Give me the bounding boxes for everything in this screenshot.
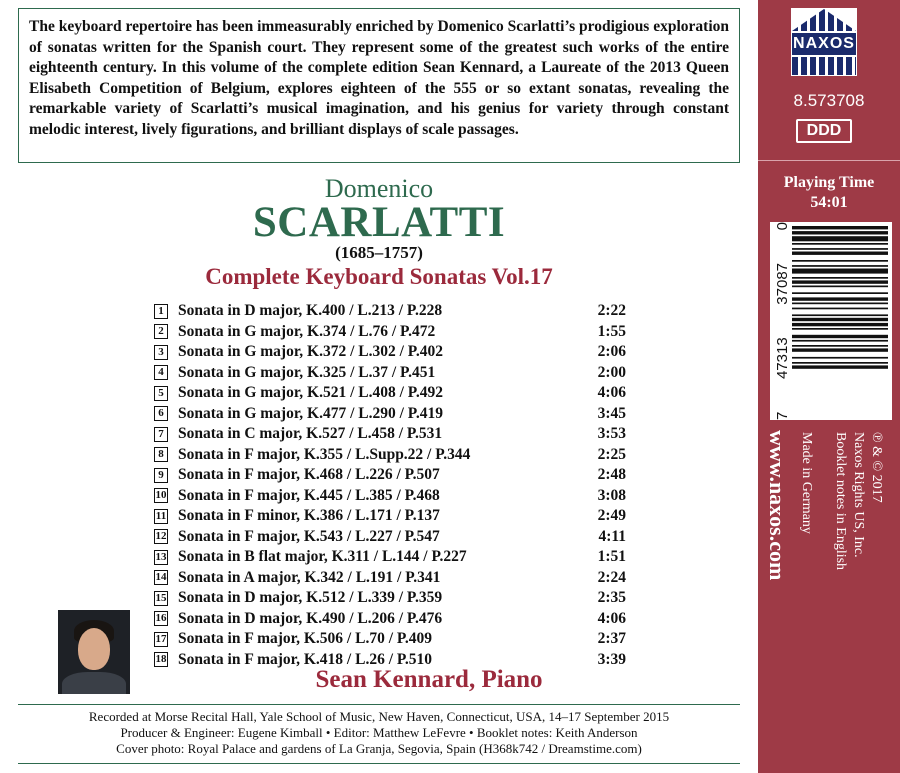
naxos-logo [791, 8, 857, 76]
track-number: 17 [155, 632, 167, 645]
track-time: 1:55 [597, 322, 626, 340]
track-title: Sonata in G major, K.477 / L.290 / P.419 [178, 404, 443, 422]
barcode-bar [792, 303, 888, 305]
barcode-bar [792, 335, 888, 338]
barcode-digit-group: 37087 [773, 262, 791, 305]
barcode-bar [792, 236, 888, 241]
track-number: 9 [154, 468, 168, 483]
barcode-bar [792, 365, 888, 368]
track-title: Sonata in D major, K.490 / L.206 / P.476 [178, 609, 443, 627]
track-time: 4:06 [597, 384, 626, 402]
track-row [154, 629, 634, 650]
track-row [154, 609, 634, 630]
composer-first-name: Domenico [324, 174, 434, 203]
photo-shirt [62, 672, 126, 694]
track-time: 3:08 [597, 486, 626, 504]
track-row [154, 404, 634, 425]
track-title: Sonata in C major, K.527 / L.458 / P.531 [178, 425, 443, 443]
copyright-line: ℗ & © 2017 [869, 432, 884, 503]
barcode-bar [792, 323, 888, 326]
barcode-bar [792, 340, 888, 342]
track-title: Sonata in F minor, K.386 / L.171 / P.137 [178, 507, 440, 525]
track-title: Sonata in G major, K.374 / L.76 / P.472 [178, 322, 436, 340]
track-row [154, 527, 634, 548]
photo-face [78, 628, 110, 670]
track-number: 12 [155, 530, 167, 543]
track-title: Sonata in F major, K.418 / L.26 / P.510 [178, 650, 433, 668]
track-row [154, 486, 634, 507]
track-row [154, 547, 634, 568]
track-row [154, 465, 634, 486]
track-number: 3 [154, 345, 168, 360]
track-number: 18 [155, 653, 167, 666]
track-time: 2:00 [597, 363, 626, 381]
tracklist [154, 301, 634, 670]
credit-line: Cover photo: Royal Palace and gardens of La Granja, Segovia, Spain (H368k742 / Dreamstime.com) [116, 741, 642, 756]
composer-last-name: SCARLATTI [252, 199, 506, 246]
track-number: 5 [154, 386, 168, 401]
track-number: 2 [154, 324, 168, 339]
barcode-bar [792, 248, 888, 250]
barcode-bar [792, 362, 888, 364]
back-cover-main [18, 8, 740, 698]
track-time: 2:35 [597, 589, 626, 607]
barcode-bar [792, 357, 888, 359]
track-title: Sonata in D major, K.400 / L.213 / P.228 [178, 302, 443, 320]
spine [758, 0, 900, 773]
track-time: 3:45 [597, 404, 626, 422]
barcode-bar [792, 314, 888, 316]
track-title: Sonata in F major, K.468 / L.226 / P.507 [178, 466, 440, 484]
barcode-bar [792, 328, 888, 330]
performer-credit: Sean Kennard, Piano [315, 666, 543, 693]
barcode-bar [792, 260, 888, 262]
track-time: 2:25 [597, 445, 626, 463]
track-number: 7 [154, 427, 168, 442]
track-row [154, 342, 634, 363]
track-row [154, 568, 634, 589]
track-row [154, 506, 634, 527]
track-time: 2:24 [597, 568, 626, 586]
barcode-bar [792, 252, 888, 255]
track-time: 4:11 [598, 527, 626, 545]
track-title: Sonata in B flat major, K.311 / L.144 / P.227 [178, 548, 467, 566]
made-in-label: Made in Germany [799, 432, 814, 534]
track-time: 4:06 [597, 609, 626, 627]
logo-text: NAXOS [792, 33, 856, 55]
track-title: Sonata in G major, K.521 / L.408 / P.492 [178, 384, 443, 402]
track-title: Sonata in G major, K.372 / L.302 / P.402 [178, 343, 443, 361]
spine-divider [758, 160, 900, 161]
track-row [154, 588, 634, 609]
barcode-digit-group: 7 [773, 411, 791, 420]
barcode-bar [792, 280, 888, 283]
track-time: 2:49 [597, 507, 626, 525]
track-number: 10 [155, 489, 167, 502]
booklet-notes-language: Booklet notes in English [833, 432, 848, 571]
website-url[interactable]: www.naxos.com [765, 430, 790, 581]
barcode-digit-group: 47313 [773, 337, 791, 380]
barcode-bar [792, 243, 888, 245]
track-number: 8 [154, 447, 168, 462]
track-title: Sonata in F major, K.355 / L.Supp.22 / P.344 [178, 445, 471, 463]
track-time: 1:51 [597, 548, 626, 566]
credit-line: Producer & Engineer: Eugene Kimball • Editor: Matthew LeFevre • Booklet notes: Keith Anderson [120, 725, 638, 740]
track-number: 13 [155, 550, 167, 563]
track-time: 2:22 [597, 302, 626, 320]
recording-credits [18, 704, 740, 764]
track-title: Sonata in F major, K.506 / L.70 / P.409 [178, 630, 433, 648]
track-row [154, 445, 634, 466]
barcode-bar [792, 292, 888, 294]
barcode-bar [792, 297, 888, 300]
track-row [154, 301, 634, 322]
track-title: Sonata in G major, K.325 / L.37 / P.451 [178, 363, 436, 381]
barcode-bar [792, 318, 888, 321]
track-number: 4 [154, 365, 168, 380]
track-number: 14 [155, 571, 167, 584]
credit-line: Recorded at Morse Recital Hall, Yale School of Music, New Haven, Connecticut, USA, 14–17 September 2015 [88, 709, 670, 724]
album-title: Complete Keyboard Sonatas Vol.17 [205, 264, 553, 289]
composer-dates: (1685–1757) [335, 243, 423, 262]
track-row [154, 322, 634, 343]
track-title: Sonata in F major, K.543 / L.227 / P.547 [178, 527, 440, 545]
track-number: 11 [155, 509, 167, 522]
track-row [154, 424, 634, 445]
logo-pediment-icon [792, 9, 856, 31]
playing-time-value: 54:01 [810, 194, 848, 211]
barcode-bar [792, 269, 888, 274]
track-title: Sonata in D major, K.512 / L.339 / P.359 [178, 589, 443, 607]
barcode-bar [792, 308, 888, 310]
track-title: Sonata in A major, K.342 / L.191 / P.341 [178, 568, 441, 586]
barcode-bar [792, 286, 888, 288]
track-time: 3:39 [597, 650, 626, 668]
track-time: 3:53 [597, 425, 626, 443]
track-title: Sonata in F major, K.445 / L.385 / P.468 [178, 486, 440, 504]
playing-time-label: Playing Time [783, 174, 875, 191]
track-time: 2:06 [597, 343, 626, 361]
track-number: 16 [155, 612, 167, 625]
barcode-bar [792, 231, 888, 234]
ddd-badge: DDD [796, 119, 852, 143]
track-row [154, 363, 634, 384]
intro-text: The keyboard repertoire has been immeasurably enriched by Domenico Scarlatti’s prodigious exploration of sonatas written for the Spanish court. They represent some of the greatest such works of the entire eighteenth century. In this volume of the complete edition Sean Kennard, a Laureate of the 2013 Queen Elisabeth Competition of Belgium, explores eighteen of the 555 or so extant sonatas, revealing the remarkable variety of Scarlatti’s musical imagination, and his genius for variety through constant melodic interest, lively figurations, and brilliant displays of scale passages. [18, 8, 740, 163]
barcode-bar [792, 345, 888, 347]
catalog-number: 8.573708 [793, 91, 865, 110]
logo-columns-icon [792, 57, 856, 75]
barcode-digit-group: 0 [773, 222, 791, 231]
barcode-bar [792, 277, 888, 279]
barcode-digits [772, 222, 792, 420]
barcode-bar [792, 265, 888, 267]
barcode-bar [792, 226, 888, 229]
track-number: 1 [154, 304, 168, 319]
barcode-bar [792, 348, 888, 351]
track-row [154, 383, 634, 404]
track-time: 2:48 [597, 466, 626, 484]
rights-holder: Naxos Rights US, Inc. [851, 432, 866, 558]
track-number: 6 [154, 406, 168, 421]
track-time: 2:37 [597, 630, 626, 648]
track-number: 15 [155, 591, 167, 604]
